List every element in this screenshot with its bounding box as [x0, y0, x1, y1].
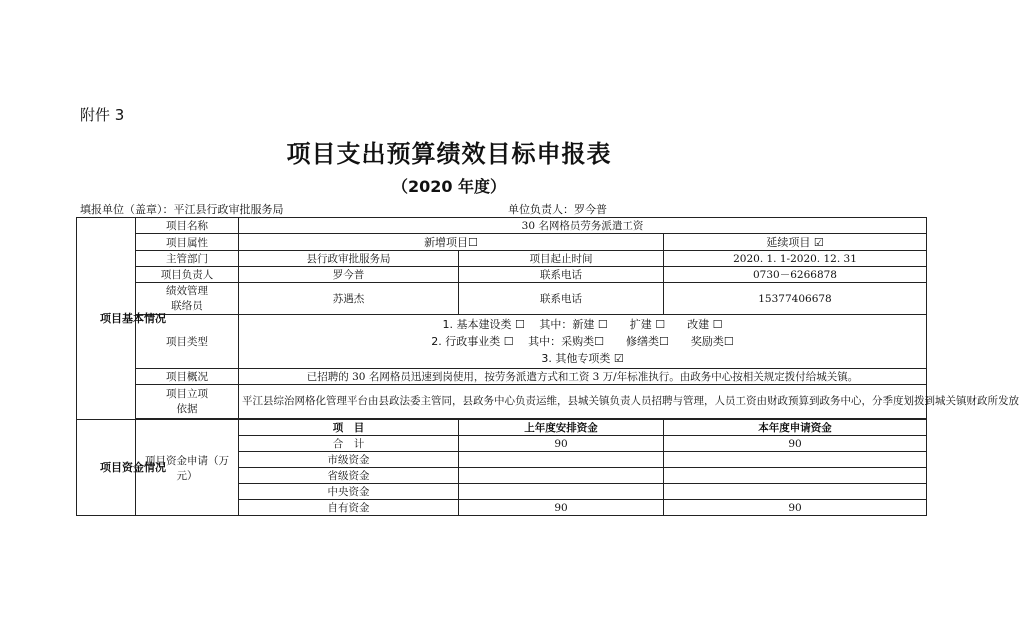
fund-last: [459, 452, 664, 468]
label-contact-line1: 绩效管理: [166, 284, 208, 297]
label-basis-line1: 项目立项: [166, 387, 208, 400]
row-dept: [77, 251, 927, 267]
fund-this: [664, 468, 927, 484]
fund-item: 中央资金: [239, 484, 459, 500]
value-leader: 罗今普: [239, 267, 459, 283]
row-project-name: [77, 218, 927, 234]
value-project-type: [239, 315, 927, 369]
header-item: 项 目: [239, 420, 459, 436]
fund-this: 90: [664, 436, 927, 452]
label-phone2: 联系电话: [459, 283, 664, 315]
value-project-name: 30 名网格员劳务派遣工资: [239, 218, 927, 234]
section-basic-label: 项目基本情况: [100, 311, 166, 325]
fund-item: 自有资金: [239, 500, 459, 516]
label-fund-apply: 项目资金申请（万元）: [136, 420, 239, 516]
fund-item: 市级资金: [239, 452, 459, 468]
row-basis: [77, 385, 927, 419]
fund-item: 合 计: [239, 436, 459, 452]
value-attr-continue: 延续项目 ☑: [664, 234, 927, 251]
unit-leader: 单位负责人：罗今普: [508, 203, 607, 216]
row-fund-header: [77, 420, 927, 436]
performance-form-table: [76, 217, 1019, 516]
label-contact-line2: 联络员: [171, 299, 203, 312]
row-project-attr: [77, 234, 927, 251]
fund-item: 省级资金: [239, 468, 459, 484]
row-project-type: [77, 315, 927, 369]
label-dept: 主管部门: [136, 251, 239, 267]
label-leader: 项目负责人: [136, 267, 239, 283]
value-dept: 县行政审批服务局: [239, 251, 459, 267]
type-line-admin: 2. 行政事业类 ☐ 其中：采购类☐ 修缮类☐ 奖励类☐: [431, 335, 734, 348]
label-overview: 项目概况: [136, 369, 239, 385]
label-basis: [136, 385, 239, 419]
fund-last: 90: [459, 436, 664, 452]
label-project-attr: 项目属性: [136, 234, 239, 251]
label-period: 项目起止时间: [459, 251, 664, 267]
value-phone2: 15377406678: [664, 283, 927, 315]
value-attr-new: 新增项目☐: [239, 234, 664, 251]
row-leader: [77, 267, 927, 283]
fund-last: [459, 484, 664, 500]
section-basic-info: [77, 218, 166, 420]
value-contact: 苏遇杰: [239, 283, 459, 315]
row-contact: [77, 283, 927, 315]
attachment-label: 附件 3: [80, 106, 125, 124]
fund-this: [664, 452, 927, 468]
label-phone: 联系电话: [459, 267, 664, 283]
fund-last: 90: [459, 500, 664, 516]
page-title: 项目支出预算绩效目标申报表: [286, 140, 612, 168]
row-overview: [77, 369, 927, 385]
type-line-other: 3. 其他专项类 ☑: [541, 352, 624, 365]
fund-this: [664, 484, 927, 500]
value-overview: 已招聘的 30 名网格员迅速到岗使用，按劳务派遣方式和工资 3 万/年标准执行。由政务中心按相关规定拨付给城关镇。: [239, 369, 927, 385]
section-fund-label: 项目资金情况: [100, 460, 166, 474]
label-project-name: 项目名称: [136, 218, 239, 234]
value-phone: 0730－6266878: [664, 267, 927, 283]
value-basis: 平江县综治网格化管理平台由县政法委主管同，县政务中心负责运维，县城关镇负责人员招聘与管理，人员工资由财政预算到政务中心，分季度划拨到城关镇财政所发放: [239, 385, 927, 419]
fund-last: [459, 468, 664, 484]
year-label: （2020 年度）: [391, 177, 507, 196]
header-this-year: 本年度申请资金: [664, 420, 927, 436]
fill-unit: 填报单位（盖章）：平江县行政审批服务局: [80, 203, 284, 216]
fund-this: 90: [664, 500, 927, 516]
section-fund-info: [77, 420, 166, 516]
header-last-year: 上年度安排资金: [459, 420, 664, 436]
value-period: 2020. 1. 1-2020. 12. 31: [664, 251, 927, 267]
label-contact: [136, 283, 239, 315]
label-basis-line2: 依据: [176, 402, 198, 415]
type-line-basic: 1. 基本建设类 ☐ 其中：新建 ☐ 扩建 ☐ 改建 ☐: [442, 318, 723, 331]
label-project-type: 项目类型: [136, 315, 239, 369]
